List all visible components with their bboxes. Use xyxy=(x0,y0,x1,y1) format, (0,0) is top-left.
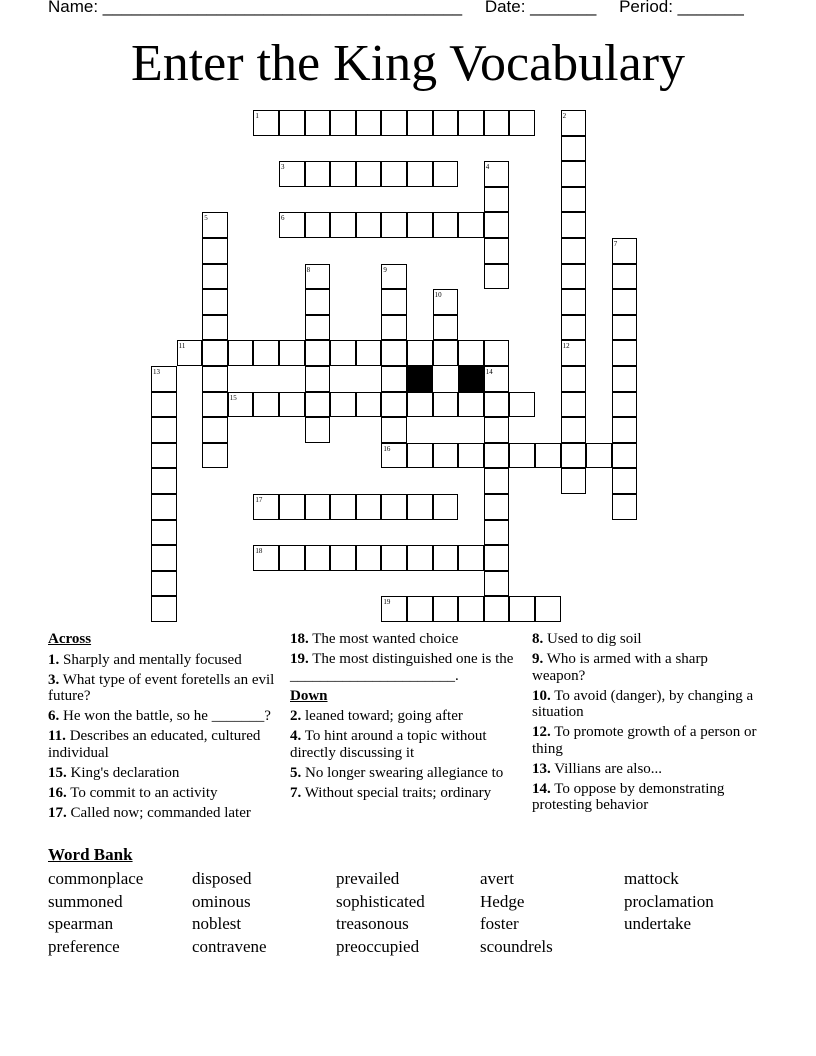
clue-number-label: 10. xyxy=(532,687,551,704)
clue-number: 17 xyxy=(255,496,263,504)
word-bank-word: noblest xyxy=(192,914,242,934)
grid-cell[interactable] xyxy=(484,212,510,238)
grid-cell[interactable] xyxy=(561,366,587,392)
clue-item xyxy=(48,765,278,782)
grid-cell[interactable] xyxy=(433,340,459,366)
grid-cell[interactable] xyxy=(612,417,638,443)
clue-number: 10 xyxy=(434,291,442,300)
grid-cell[interactable] xyxy=(484,187,510,213)
clue-number: 3 xyxy=(281,163,285,172)
grid-cell[interactable] xyxy=(202,238,228,264)
clue-item xyxy=(290,708,520,725)
clue-item xyxy=(532,724,762,757)
clue-number: 6 xyxy=(281,214,285,223)
clue-text: To oppose by demonstrating protesting behavior xyxy=(532,780,725,813)
word-bank-word: Hedge xyxy=(480,891,525,911)
grid-cell[interactable] xyxy=(305,417,331,443)
clue-number-label: 19. xyxy=(290,651,309,667)
grid-cell[interactable] xyxy=(561,392,587,418)
word-bank-word: spearman xyxy=(48,914,114,934)
grid-cell[interactable] xyxy=(509,110,535,136)
grid-cell[interactable] xyxy=(612,468,638,494)
clue-number: 5 xyxy=(204,214,208,223)
word-bank-word: scoundrels xyxy=(480,937,553,957)
grid-cell[interactable] xyxy=(612,238,638,264)
clue-number-label: 4. xyxy=(290,728,302,744)
clue-number-label: 6. xyxy=(48,708,60,724)
name-field-label[interactable]: Name: ______________________________________ xyxy=(48,0,463,16)
clue-number: 13 xyxy=(153,368,160,376)
grid-cell[interactable] xyxy=(407,161,433,187)
grid-cell[interactable] xyxy=(151,417,177,443)
clues-column-3 xyxy=(532,631,762,817)
grid-cell[interactable] xyxy=(407,545,433,571)
grid-cell[interactable] xyxy=(433,443,459,469)
grid-cell[interactable] xyxy=(356,392,382,418)
grid-cell[interactable] xyxy=(458,110,484,136)
grid-block xyxy=(458,366,484,392)
grid-cell[interactable] xyxy=(381,392,407,418)
clue-number-label: 11. xyxy=(48,728,66,744)
grid-cell[interactable] xyxy=(561,212,587,238)
word-bank-word: avert xyxy=(480,869,514,888)
grid-cell[interactable] xyxy=(330,110,356,136)
date-field-label[interactable]: Date: _______ xyxy=(484,0,597,16)
grid-cell[interactable] xyxy=(509,443,535,469)
grid-cell[interactable] xyxy=(279,340,305,366)
grid-cell[interactable] xyxy=(356,110,382,136)
grid-cell[interactable] xyxy=(381,289,407,315)
grid-cell[interactable] xyxy=(151,596,177,622)
grid-cell[interactable] xyxy=(484,520,510,546)
grid-cell[interactable] xyxy=(381,596,407,622)
grid-cell[interactable] xyxy=(202,264,228,290)
clue-number-label: 8. xyxy=(532,631,544,647)
grid-cell[interactable] xyxy=(305,289,331,315)
word-bank-word: proclamation xyxy=(624,891,714,911)
grid-cell[interactable] xyxy=(202,315,228,341)
grid-cell[interactable] xyxy=(484,392,510,418)
across-heading: Across xyxy=(48,631,92,647)
grid-cell[interactable] xyxy=(356,212,382,238)
grid-cell[interactable] xyxy=(305,110,331,136)
grid-cell[interactable] xyxy=(612,264,638,290)
grid-cell[interactable] xyxy=(202,340,228,366)
word-bank-word: mattock xyxy=(624,869,679,888)
grid-cell[interactable] xyxy=(202,212,228,238)
grid-cell[interactable] xyxy=(381,315,407,341)
grid-cell[interactable] xyxy=(458,340,484,366)
grid-cell[interactable] xyxy=(151,571,177,597)
grid-cell[interactable] xyxy=(612,392,638,418)
clue-item xyxy=(48,785,278,802)
clue-number: 19 xyxy=(383,598,391,607)
clue-item xyxy=(48,805,278,822)
grid-cell[interactable] xyxy=(561,443,587,469)
grid-cell[interactable] xyxy=(151,443,177,469)
grid-cell[interactable] xyxy=(305,161,331,187)
clue-text: To commit to an activity xyxy=(66,784,218,801)
clue-text: To avoid (danger), by changing a situation xyxy=(532,687,754,720)
grid-cell[interactable] xyxy=(356,494,382,520)
grid-cell[interactable] xyxy=(151,366,177,392)
clue-number-label: 18. xyxy=(290,631,309,647)
clue-text: Villians are also... xyxy=(550,760,663,777)
grid-cell[interactable] xyxy=(561,315,587,341)
grid-cell[interactable] xyxy=(330,340,356,366)
grid-cell[interactable] xyxy=(407,392,433,418)
clue-text: What type of event foretells an evil future? xyxy=(48,671,275,704)
grid-cell[interactable] xyxy=(433,392,459,418)
grid-cell[interactable] xyxy=(535,596,561,622)
clue-number-label: 3. xyxy=(48,671,60,688)
grid-cell[interactable] xyxy=(433,212,459,238)
grid-cell[interactable] xyxy=(433,545,459,571)
grid-cell[interactable] xyxy=(381,494,407,520)
grid-cell[interactable] xyxy=(484,596,510,622)
grid-cell[interactable] xyxy=(253,392,279,418)
grid-cell[interactable] xyxy=(305,366,331,392)
grid-cell[interactable] xyxy=(356,545,382,571)
word-bank-word: commonplace xyxy=(48,869,144,888)
grid-cell[interactable] xyxy=(279,494,305,520)
period-field-label[interactable]: Period: _______ xyxy=(619,0,744,16)
clue-number-label: 15. xyxy=(48,764,67,781)
clue-number-label: 13. xyxy=(532,760,551,777)
grid-cell[interactable] xyxy=(561,417,587,443)
grid-cell[interactable] xyxy=(561,340,587,366)
clue-item xyxy=(290,631,520,648)
grid-cell[interactable] xyxy=(407,212,433,238)
clue-number-label: 14. xyxy=(532,780,551,797)
grid-cell[interactable] xyxy=(151,494,177,520)
grid-cell[interactable] xyxy=(484,340,510,366)
grid-cell[interactable] xyxy=(356,340,382,366)
clue-item xyxy=(290,651,520,684)
clue-number-label: 12. xyxy=(532,724,551,740)
grid-cell[interactable] xyxy=(305,545,331,571)
grid-cell[interactable] xyxy=(381,264,407,290)
grid-cell[interactable] xyxy=(484,494,510,520)
grid-cell[interactable] xyxy=(381,443,407,469)
clue-item xyxy=(532,688,762,721)
grid-cell[interactable] xyxy=(484,161,510,187)
grid-cell[interactable] xyxy=(202,392,228,418)
clue-number: 1 xyxy=(255,112,259,120)
grid-block xyxy=(407,366,433,392)
clue-item xyxy=(532,651,762,684)
grid-cell[interactable] xyxy=(561,468,587,494)
grid-cell[interactable] xyxy=(484,366,510,392)
grid-cell[interactable] xyxy=(330,545,356,571)
grid-cell[interactable] xyxy=(381,340,407,366)
clue-number-label: 5. xyxy=(290,764,302,781)
clue-item xyxy=(48,672,278,705)
clue-item xyxy=(290,785,520,802)
clue-text: Describes an educated, cultured individual xyxy=(48,728,261,761)
grid-cell[interactable] xyxy=(356,161,382,187)
grid-cell[interactable] xyxy=(279,545,305,571)
grid-cell[interactable] xyxy=(484,264,510,290)
clue-text: leaned toward; going after xyxy=(301,708,463,724)
grid-cell[interactable] xyxy=(202,366,228,392)
clue-item xyxy=(532,761,762,778)
grid-cell[interactable] xyxy=(228,392,254,418)
grid-cell[interactable] xyxy=(458,443,484,469)
grid-cell[interactable] xyxy=(433,289,459,315)
clue-text: Used to dig soil xyxy=(543,631,642,647)
grid-cell[interactable] xyxy=(407,443,433,469)
grid-cell[interactable] xyxy=(484,238,510,264)
clue-text: Called now; commanded later xyxy=(66,804,251,821)
grid-cell[interactable] xyxy=(561,187,587,213)
grid-cell[interactable] xyxy=(279,161,305,187)
grid-cell[interactable] xyxy=(253,494,279,520)
clue-text: King's declaration xyxy=(66,764,180,781)
grid-cell[interactable] xyxy=(509,392,535,418)
word-bank-title: Word Bank xyxy=(48,845,133,864)
grid-cell[interactable] xyxy=(433,596,459,622)
grid-cell[interactable] xyxy=(305,212,331,238)
clue-text: The most distinguished one is the ______________________. xyxy=(290,651,514,684)
grid-cell[interactable] xyxy=(586,443,612,469)
clue-number: 4 xyxy=(485,163,490,172)
clue-number: 2 xyxy=(562,112,567,120)
page-title: Enter the King Vocabulary xyxy=(130,35,686,92)
grid-cell[interactable] xyxy=(202,417,228,443)
grid-cell[interactable] xyxy=(561,161,587,187)
clue-text: Who is armed with a sharp weapon? xyxy=(532,651,708,684)
clues-column-1 xyxy=(48,631,278,825)
word-bank-word: summoned xyxy=(48,891,123,911)
grid-cell[interactable] xyxy=(484,417,510,443)
grid-cell[interactable] xyxy=(177,340,203,366)
grid-cell[interactable] xyxy=(228,340,254,366)
grid-cell[interactable] xyxy=(279,212,305,238)
grid-cell[interactable] xyxy=(433,110,459,136)
grid-cell[interactable] xyxy=(458,392,484,418)
clue-text: The most wanted choice xyxy=(308,631,459,647)
grid-cell[interactable] xyxy=(535,443,561,469)
grid-cell[interactable] xyxy=(561,136,587,162)
grid-cell[interactable] xyxy=(407,596,433,622)
word-bank-word: foster xyxy=(480,914,519,934)
grid-cell[interactable] xyxy=(561,289,587,315)
clue-text: He won the battle, so he _______? xyxy=(59,708,271,724)
grid-cell[interactable] xyxy=(330,161,356,187)
grid-cell[interactable] xyxy=(509,596,535,622)
grid-cell[interactable] xyxy=(381,417,407,443)
grid-cell[interactable] xyxy=(561,264,587,290)
word-bank-word: ominous xyxy=(192,891,251,911)
clue-number: 16 xyxy=(383,444,391,453)
clue-number: 12 xyxy=(562,342,570,351)
grid-cell[interactable] xyxy=(484,110,510,136)
grid-cell[interactable] xyxy=(381,110,407,136)
grid-cell[interactable] xyxy=(484,571,510,597)
clue-number: 7 xyxy=(613,240,618,248)
grid-cell[interactable] xyxy=(151,520,177,546)
clue-number: 15 xyxy=(229,393,237,402)
grid-cell[interactable] xyxy=(612,340,638,366)
grid-cell[interactable] xyxy=(407,494,433,520)
clue-number-label: 1. xyxy=(48,651,60,668)
clue-number-label: 9. xyxy=(532,651,544,667)
grid-cell[interactable] xyxy=(484,468,510,494)
word-bank-word: contravene xyxy=(192,937,267,957)
grid-cell[interactable] xyxy=(458,596,484,622)
word-bank-word: disposed xyxy=(192,869,252,888)
grid-cell[interactable] xyxy=(253,545,279,571)
clue-number: 9 xyxy=(383,265,387,274)
clue-item xyxy=(532,781,762,814)
grid-cell[interactable] xyxy=(612,494,638,520)
grid-cell[interactable] xyxy=(381,161,407,187)
grid-cell[interactable] xyxy=(151,545,177,571)
grid-cell[interactable] xyxy=(305,264,331,290)
clue-text: To hint around a topic without directly discussing it xyxy=(290,728,487,761)
clue-number-label: 17. xyxy=(48,804,67,821)
clue-number: 18 xyxy=(255,547,263,556)
grid-cell[interactable] xyxy=(305,494,331,520)
clue-item xyxy=(48,728,278,761)
grid-cell[interactable] xyxy=(433,315,459,341)
grid-cell[interactable] xyxy=(253,340,279,366)
grid-cell[interactable] xyxy=(458,212,484,238)
grid-cell[interactable] xyxy=(612,366,638,392)
grid-cell[interactable] xyxy=(381,545,407,571)
clue-text: No longer swearing allegiance to xyxy=(301,764,504,781)
grid-cell[interactable] xyxy=(381,212,407,238)
grid-cell[interactable] xyxy=(330,494,356,520)
grid-cell[interactable] xyxy=(561,238,587,264)
grid-cell[interactable] xyxy=(330,212,356,238)
clue-item xyxy=(532,631,762,648)
clue-number-label: 2. xyxy=(290,708,302,724)
grid-cell[interactable] xyxy=(433,494,459,520)
word-bank-word: preference xyxy=(48,937,120,957)
clue-item xyxy=(48,708,278,725)
grid-cell[interactable] xyxy=(433,161,459,187)
grid-cell[interactable] xyxy=(305,392,331,418)
grid-cell[interactable] xyxy=(202,443,228,469)
grid-cell[interactable] xyxy=(151,468,177,494)
clue-item xyxy=(290,765,520,782)
grid-cell[interactable] xyxy=(458,545,484,571)
word-bank-word: sophisticated xyxy=(336,891,425,911)
clue-item xyxy=(290,728,520,761)
clue-number: 11 xyxy=(178,342,186,351)
clue-number: 14 xyxy=(485,368,493,376)
grid-cell[interactable] xyxy=(561,110,587,136)
grid-cell[interactable] xyxy=(612,315,638,341)
word-bank-word: prevailed xyxy=(336,869,400,888)
grid-cell[interactable] xyxy=(305,340,331,366)
clue-number-label: 7. xyxy=(290,784,302,801)
grid-cell[interactable] xyxy=(279,392,305,418)
clues-column-2 xyxy=(290,631,520,805)
clue-text: To promote growth of a person or thing xyxy=(532,724,757,757)
clue-number: 8 xyxy=(306,265,311,274)
grid-cell[interactable] xyxy=(612,443,638,469)
down-heading: Down xyxy=(290,687,328,704)
word-bank-word: treasonous xyxy=(336,914,409,934)
clue-text: Without special traits; ordinary xyxy=(301,784,492,801)
grid-cell[interactable] xyxy=(202,289,228,315)
word-bank-word: preoccupied xyxy=(336,937,420,957)
grid-cell[interactable] xyxy=(484,545,510,571)
clue-item xyxy=(48,652,278,669)
grid-cell[interactable] xyxy=(381,366,407,392)
grid-cell[interactable] xyxy=(612,289,638,315)
grid-cell[interactable] xyxy=(151,392,177,418)
grid-cell[interactable] xyxy=(279,110,305,136)
grid-cell[interactable] xyxy=(407,110,433,136)
grid-cell[interactable] xyxy=(484,443,510,469)
clue-text: Sharply and mentally focused xyxy=(59,651,242,668)
grid-cell[interactable] xyxy=(253,110,279,136)
word-bank-word: undertake xyxy=(624,914,692,934)
grid-cell[interactable] xyxy=(305,315,331,341)
grid-cell[interactable] xyxy=(407,340,433,366)
clue-number-label: 16. xyxy=(48,784,67,801)
grid-cell[interactable] xyxy=(330,392,356,418)
